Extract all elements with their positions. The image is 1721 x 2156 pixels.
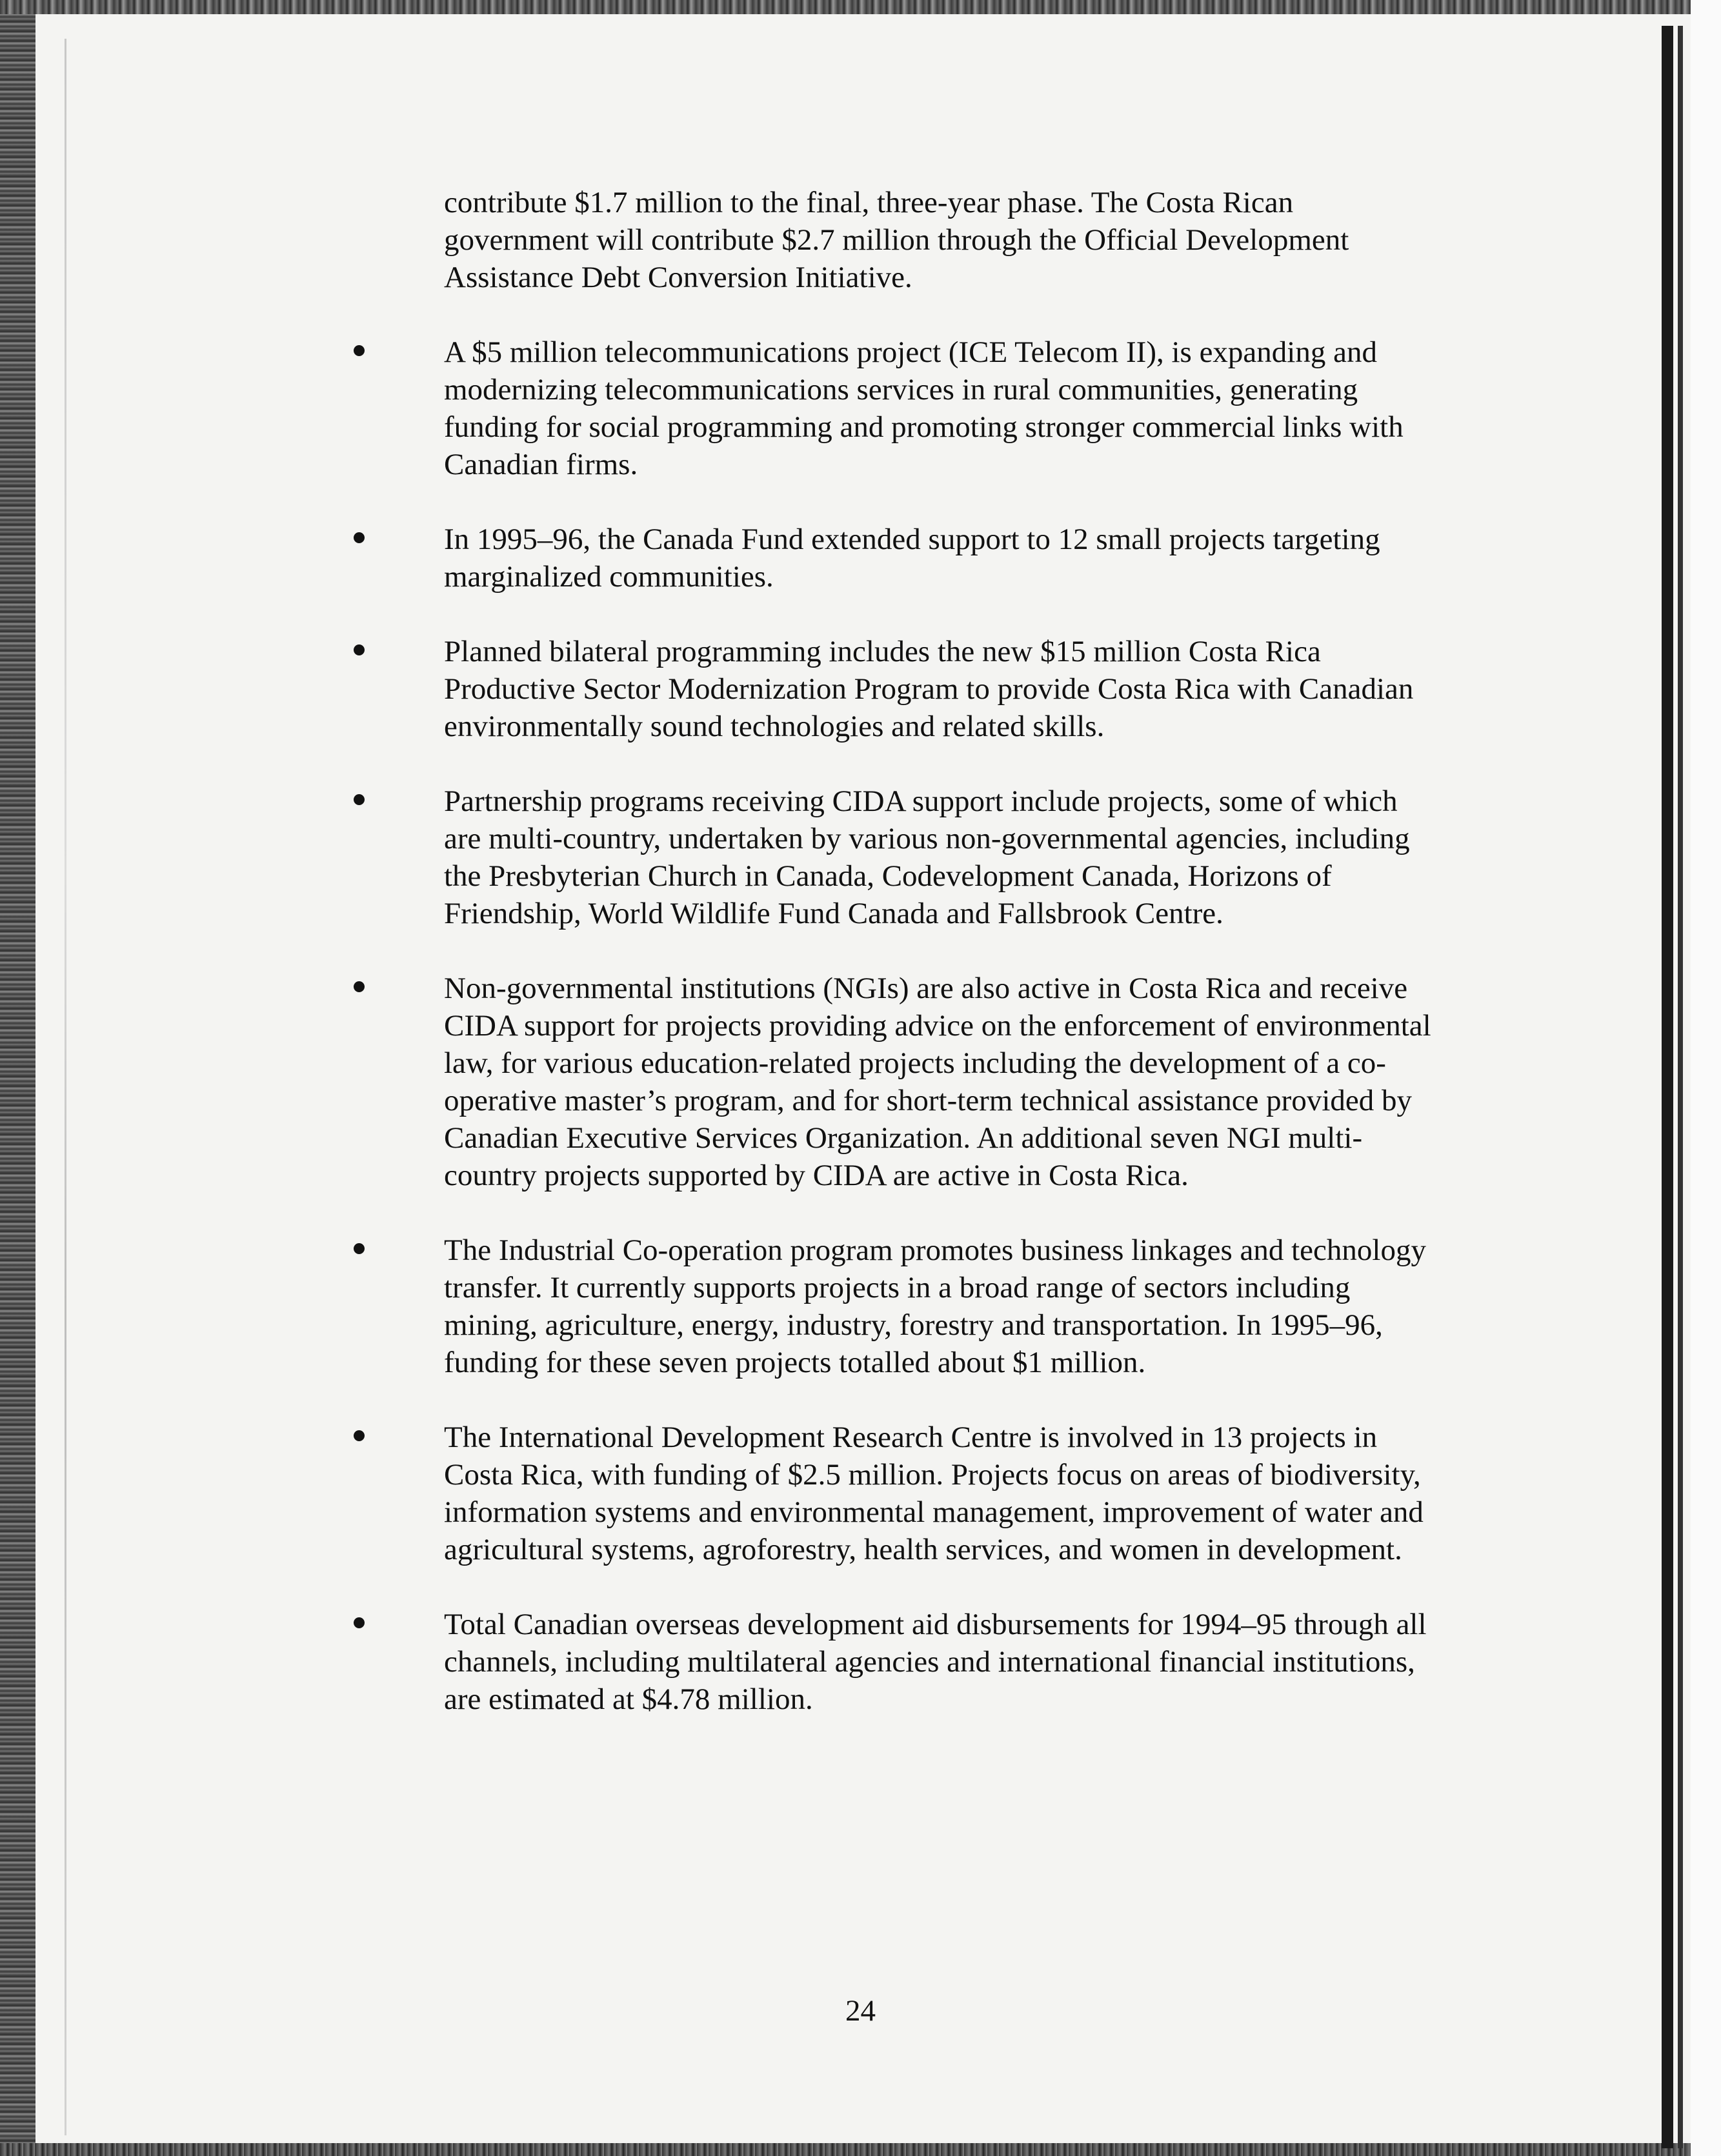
bullet-item bbox=[444, 970, 1438, 1194]
bullet-text: Partnership programs receiving CIDA support include projects, some of which are multi-country, undertaken by various non-governmental agencies, including the Presbyterian Church in Canada, Codevelopment Canada, Horizons of Friendship, World Wildlife Fund Canada and Fallsbrook Centre. bbox=[444, 784, 1410, 930]
bullet-item bbox=[444, 521, 1438, 595]
bullet-text: Total Canadian overseas development aid disbursements for 1994–95 through all channels, including multilateral agencies and international financial institutions, are estimated at $4.78 million. bbox=[444, 1608, 1427, 1716]
bullet-item bbox=[444, 334, 1438, 483]
scan-edge-bottom bbox=[0, 2143, 1721, 2156]
bullet-icon bbox=[354, 1430, 365, 1441]
bullet-icon bbox=[354, 532, 365, 543]
bullet-icon bbox=[354, 345, 365, 356]
bullet-icon bbox=[354, 794, 365, 805]
bullet-text: The International Development Research Centre is involved in 13 projects in Costa Rica, with funding of $2.5 million. Projects focus on areas of biodiversity, information systems and environmental management, improvement of water and agricultural systems, agroforestry, health services, and women in development. bbox=[444, 1421, 1424, 1566]
scan-edge-left bbox=[0, 0, 35, 2156]
bullet-text: In 1995–96, the Canada Fund extended support to 12 small projects targeting marginalized communities. bbox=[444, 523, 1380, 594]
scan-edge-right bbox=[1662, 26, 1673, 2148]
bullet-item bbox=[444, 1232, 1438, 1381]
bullet-icon bbox=[354, 1243, 365, 1254]
bullet-icon bbox=[354, 1617, 365, 1628]
bullet-text: Non-governmental institutions (NGIs) are also active in Costa Rica and receive CIDA support for projects providing advice on the enforcement of environmental law, for various education-related projects including the development of a co-operative master’s program, and for short-term technical assistance provided by Canadian Executive Services Organization. An additional seven NGI multi-country projects supported by CIDA are active in Costa Rica. bbox=[444, 972, 1431, 1192]
bullet-item bbox=[444, 1419, 1438, 1568]
bullet-icon bbox=[354, 981, 365, 992]
bullet-text: Planned bilateral programming includes the new $15 million Costa Rica Productive Sector Modernization Program to provide Costa Rica with Canadian environmentally sound technologies and related skills. bbox=[444, 635, 1414, 743]
page-number: 24 bbox=[845, 1994, 876, 2028]
document-body bbox=[444, 184, 1438, 1755]
bullet-icon bbox=[354, 644, 365, 655]
intro-paragraph: contribute $1.7 million to the final, three-year phase. The Costa Rican government will contribute $2.7 million through the Official Development Assistance Debt Conversion Initiative. bbox=[444, 186, 1349, 294]
scan-page-margin-right bbox=[1691, 0, 1721, 2156]
bullet-text: The Industrial Co-operation program promotes business linkages and technology transfer. It currently supports projects in a broad range of sectors including mining, agriculture, energy, industry, forestry and transportation. In 1995–96, funding for these seven projects totalled about $1 million. bbox=[444, 1233, 1426, 1379]
scan-edge-right-inner bbox=[1678, 26, 1683, 2148]
bullet-item bbox=[444, 783, 1438, 932]
bullet-text: A $5 million telecommunications project (ICE Telecom II), is expanding and modernizing telecommunications services in rural communities, generating funding for social programming and promoting stronger commercial links with Canadian firms. bbox=[444, 335, 1404, 481]
bullet-item bbox=[444, 633, 1438, 745]
bullet-item bbox=[444, 1606, 1438, 1718]
margin-rule bbox=[65, 39, 66, 2135]
scan-edge-top bbox=[0, 0, 1721, 14]
